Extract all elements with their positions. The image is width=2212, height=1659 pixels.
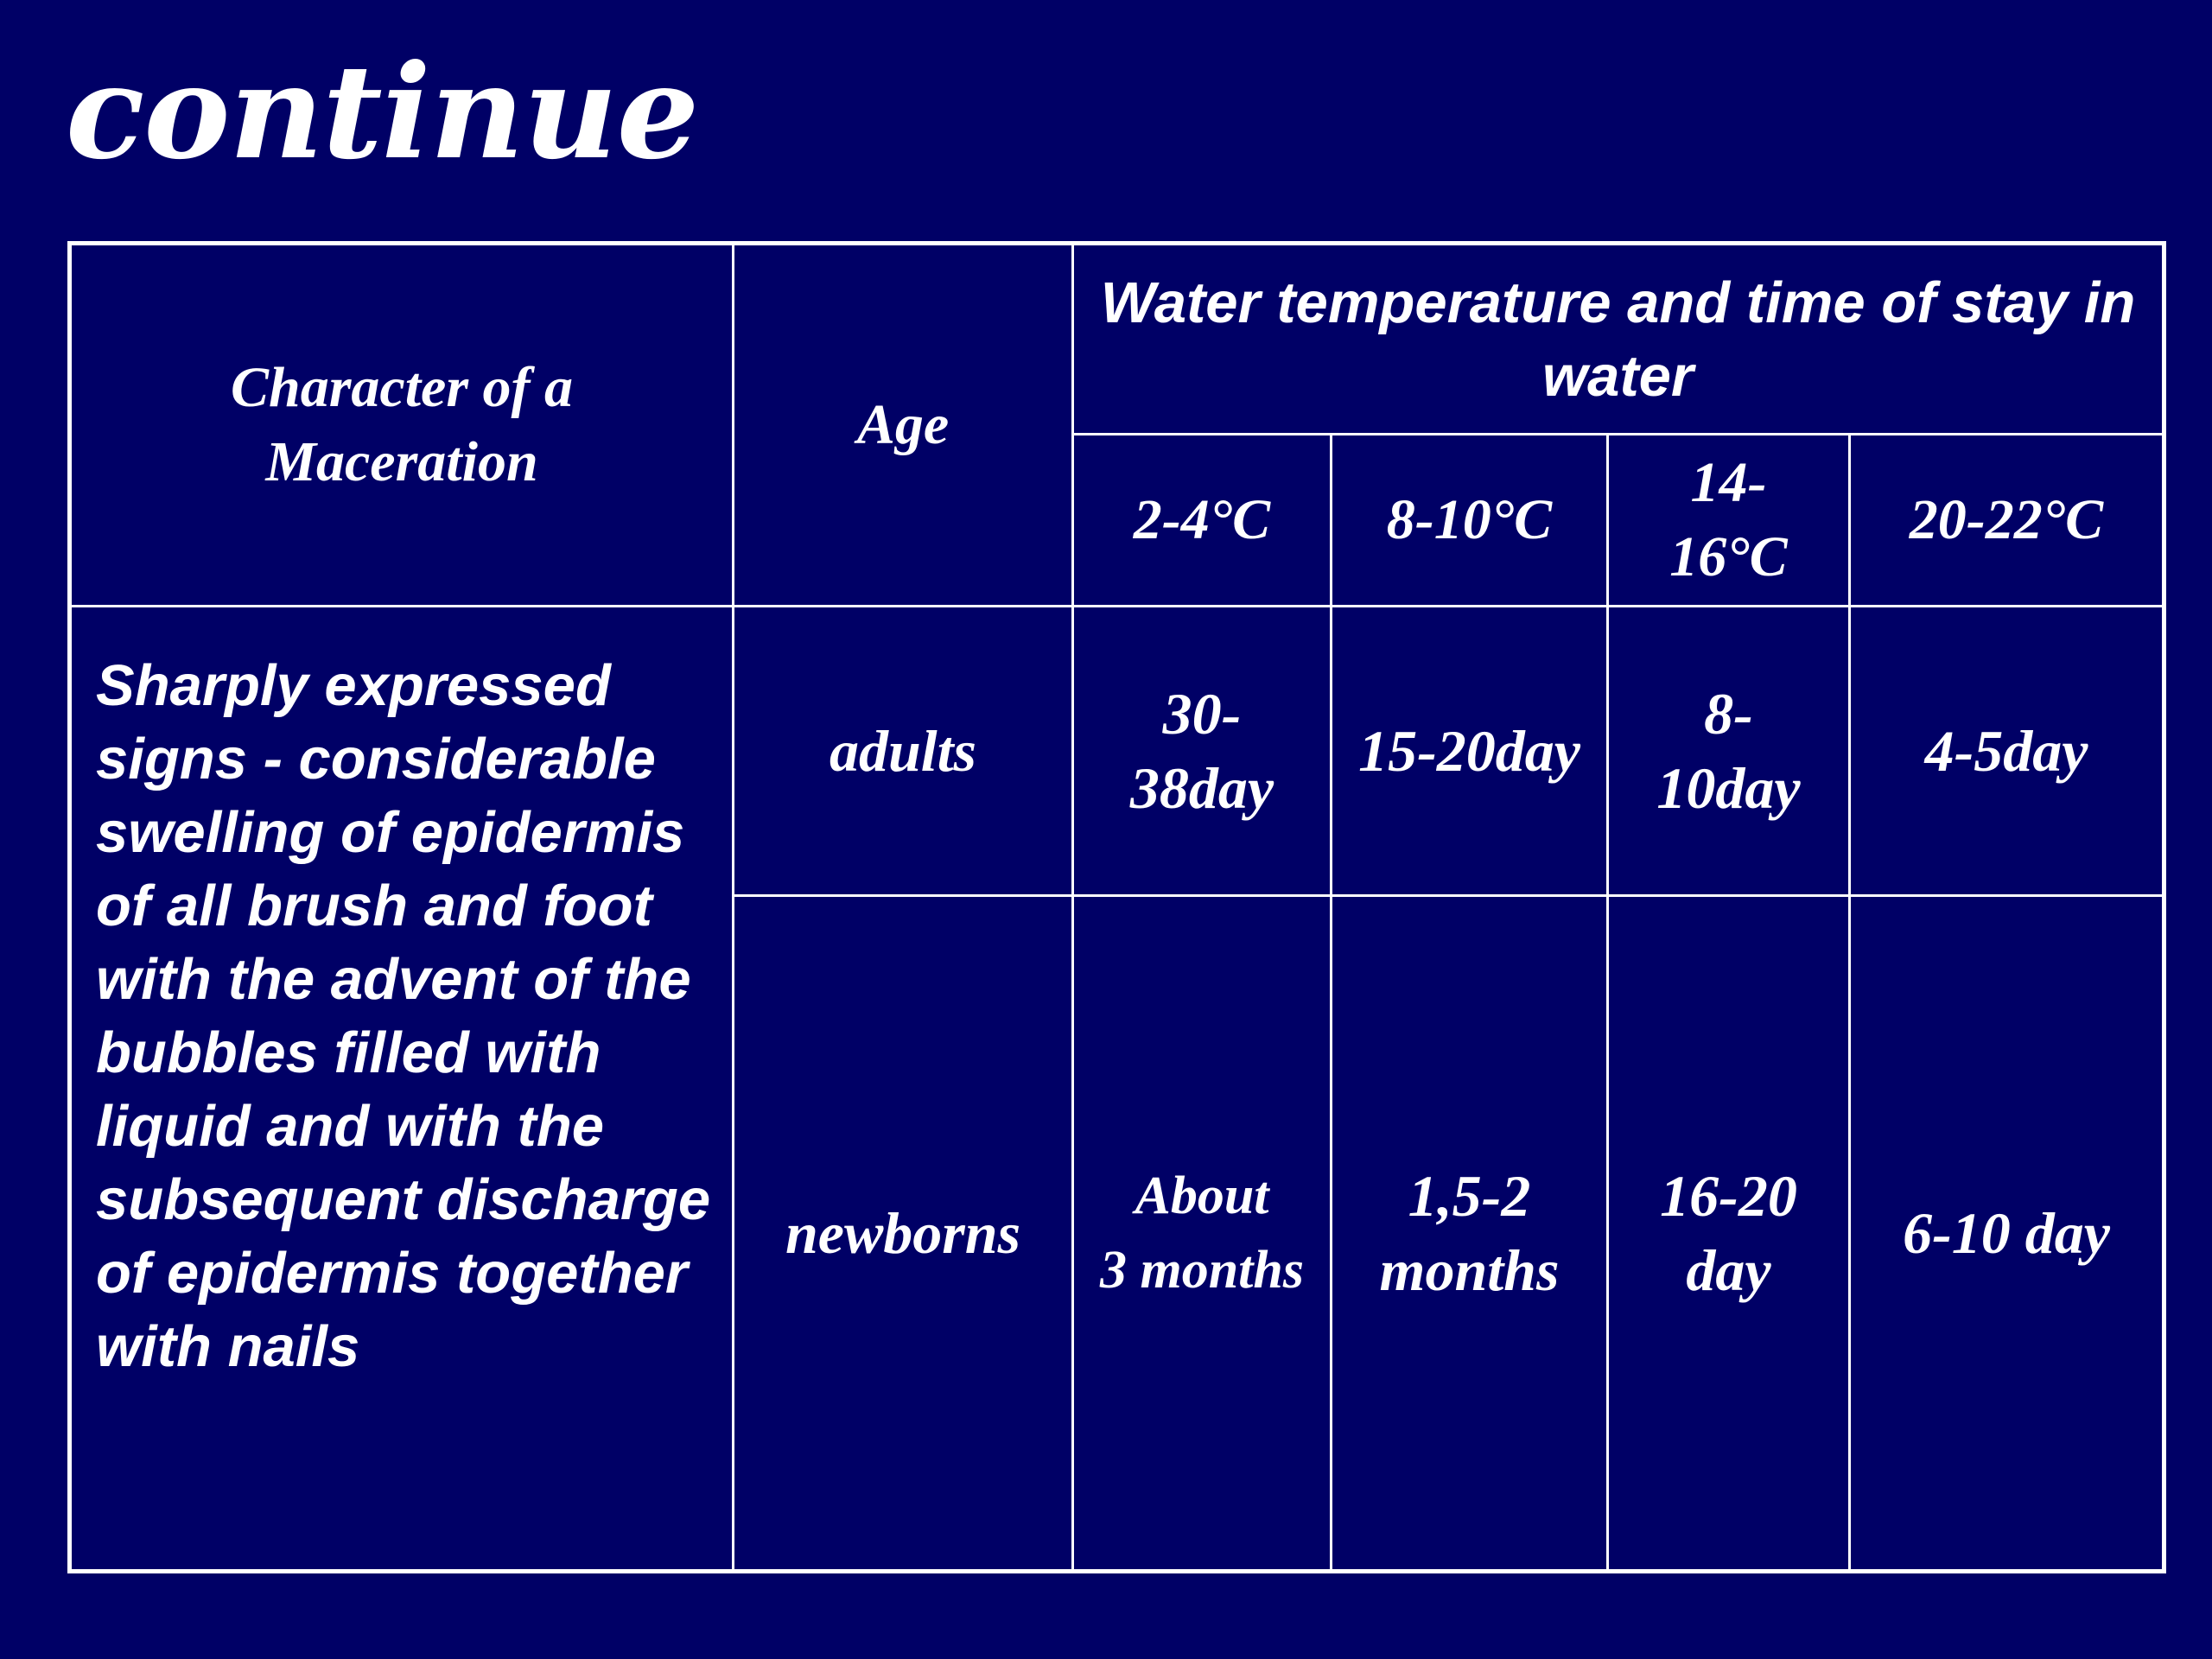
age-adults: adults (734, 606, 1073, 896)
newborns-14-16-value: 16-20 day (1608, 896, 1850, 1572)
age-newborns: newborns (734, 896, 1073, 1572)
header-temperature-group: Water temperature and time of stay in water (1073, 244, 2164, 435)
adults-8-10-value: 15-20day (1332, 606, 1608, 896)
header-temp-2-4: 2-4°C (1073, 435, 1332, 606)
adults-14-16-value: 8- 10day (1608, 606, 1850, 896)
newborns-20-22-value: 6-10 day (1850, 896, 2164, 1572)
newborns-2-4-value: About 3 months (1073, 896, 1332, 1572)
header-character: Character of a Maceration (70, 244, 734, 607)
adults-20-22-value: 4-5day (1850, 606, 2164, 896)
header-row-1 (70, 244, 2164, 435)
header-temp-14-16: 14- 16°C (1608, 435, 1850, 606)
maceration-table (67, 241, 2166, 1573)
header-temp-8-10: 8-10°C (1332, 435, 1608, 606)
maceration-description: Sharply expressed signs - considerable swelling of epidermis of all brush and foot with the advent of the bubbles filled with liquid and with the subsequent discharge of epidermis together with nails (70, 606, 734, 1571)
table-row-adults (70, 606, 2164, 896)
newborns-8-10-value: 1,5-2 months (1332, 896, 1608, 1572)
slide-title: continue (66, 36, 699, 188)
header-temp-20-22: 20-22°C (1850, 435, 2164, 606)
adults-2-4-value: 30- 38day (1073, 606, 1332, 896)
header-age: Age (734, 244, 1073, 607)
